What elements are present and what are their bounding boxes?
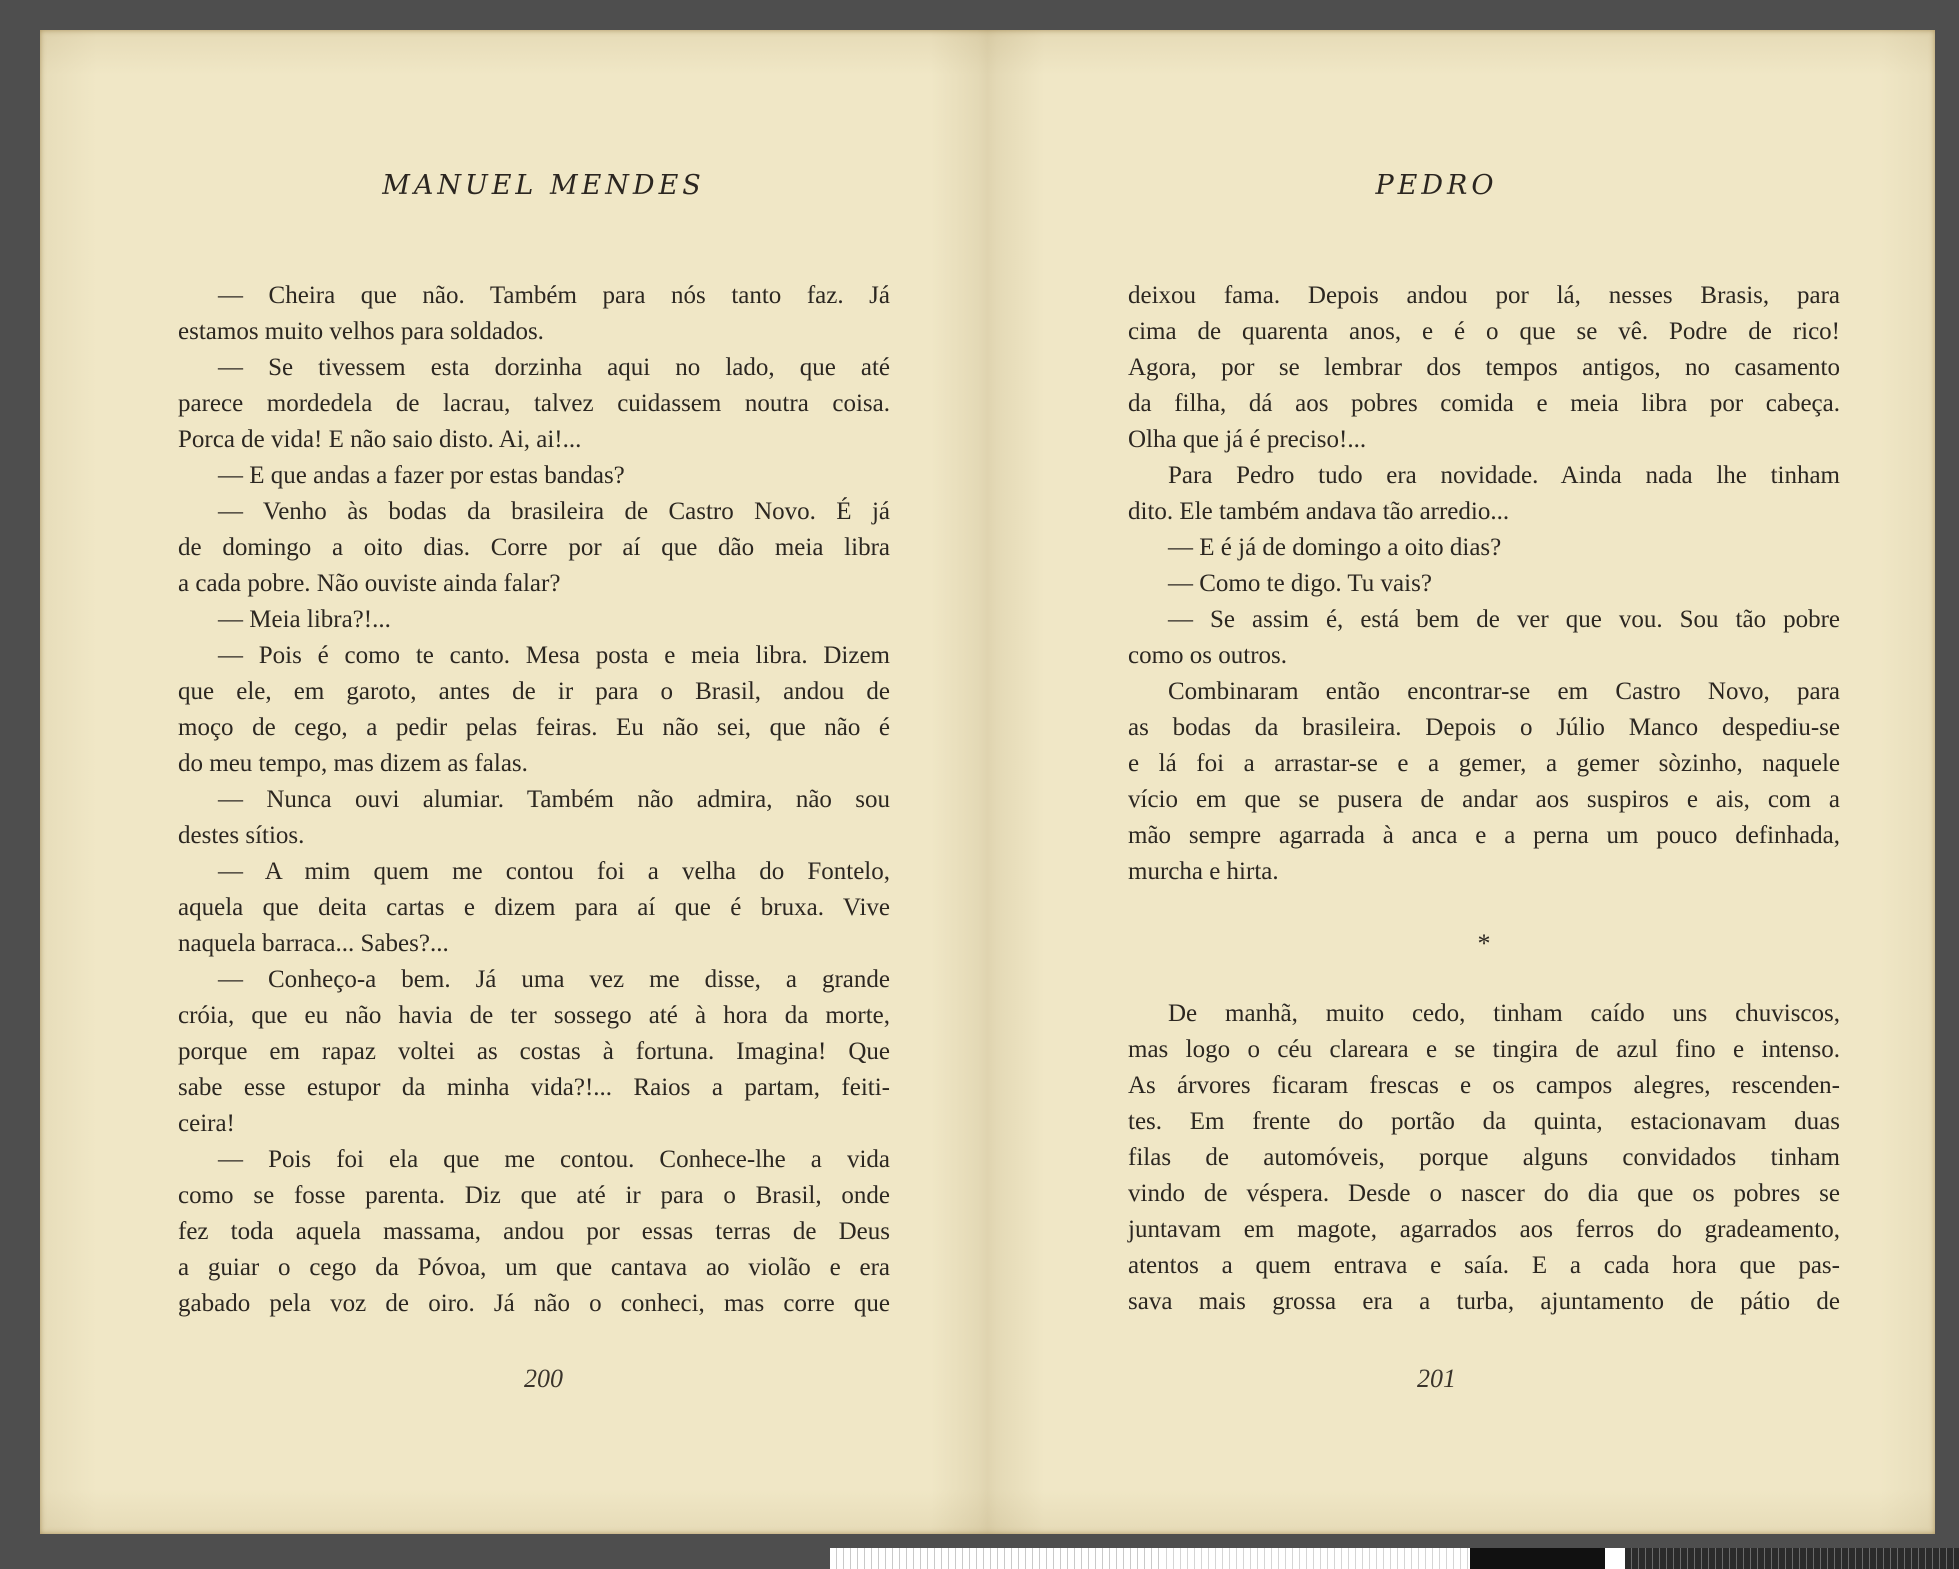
text-line: — Pois é como te canto. Mesa posta e meia libra. Dizem: [218, 642, 890, 669]
text-line: aquela que deita cartas e dizem para aí que é bruxa. Vive: [178, 894, 890, 921]
right-text-after-separator: [1128, 996, 1840, 1320]
text-line: ceira!: [178, 1110, 235, 1137]
text-line: Olha que já é preciso!...: [1128, 426, 1367, 453]
text-line: Combinaram então encontrar-se em Castro Novo, para: [1168, 678, 1840, 705]
text-line: parece mordedela de lacrau, talvez cuidassem noutra coisa.: [178, 390, 890, 417]
text-line: estamos muito velhos para soldados.: [178, 318, 544, 345]
scan-color-ruler: [830, 1548, 1959, 1569]
text-line: sabe esse estupor da minha vida?!... Raios a partam, feiti-: [178, 1074, 890, 1101]
text-line: mão sempre agarrada à anca e a perna um pouco definhada,: [1128, 822, 1840, 849]
text-line: — E que andas a fazer por estas bandas?: [218, 462, 625, 489]
text-line: porque em rapaz voltei as costas à fortuna. Imagina! Que: [178, 1038, 890, 1065]
text-line: naquela barraca... Sabes?...: [178, 930, 449, 957]
text-line: Agora, por se lembrar dos tempos antigos, no casamento: [1128, 354, 1840, 381]
text-line: juntavam em magote, agarrados aos ferros do gradeamento,: [1128, 1216, 1840, 1243]
text-line: — Meia libra?!...: [218, 606, 391, 633]
right-page-number: 201: [1417, 1364, 1456, 1393]
ruler-dark-ticks: [1625, 1548, 1959, 1569]
text-line: filas de automóveis, porque alguns convidados tinham: [1128, 1144, 1840, 1171]
text-line: — Conheço-a bem. Já uma vez me disse, a grande: [218, 966, 890, 993]
text-line: da filha, dá aos pobres comida e meia libra por cabeça.: [1128, 390, 1840, 417]
text-line: — Se assim é, está bem de ver que vou. Sou tão pobre: [1168, 606, 1840, 633]
text-line: cróia, que eu não havia de ter sossego até à hora da morte,: [178, 1002, 890, 1029]
text-line: — E é já de domingo a oito dias?: [1168, 534, 1502, 561]
section-separator: *: [1477, 929, 1491, 958]
left-page: [40, 30, 987, 1534]
right-page-text: [1128, 278, 1840, 1320]
text-line: como se fosse parenta. Diz que até ir para o Brasil, onde: [178, 1182, 890, 1209]
left-running-header: MANUEL MENDES: [382, 170, 705, 201]
text-line: atentos a quem entrava e saía. E a cada hora que pas-: [1128, 1252, 1840, 1279]
text-line: — Cheira que não. Também para nós tanto faz. Já: [218, 282, 890, 309]
text-line: a guiar o cego da Póvoa, um que cantava ao violão e era: [178, 1254, 890, 1281]
ruler-black-band: [1470, 1548, 1605, 1569]
text-line: e lá foi a arrastar-se e a gemer, a gemer sòzinho, naquele: [1128, 750, 1840, 777]
right-text-before-separator: [1128, 278, 1840, 890]
text-line: — Venho às bodas da brasileira de Castro Novo. É já: [218, 498, 890, 525]
text-line: tes. Em frente do portão da quinta, estacionavam duas: [1128, 1108, 1840, 1135]
text-line: fez toda aquela massama, andou por essas terras de Deus: [178, 1218, 890, 1245]
text-line: vício em que se pusera de andar aos suspiros e ais, com a: [1128, 786, 1840, 813]
text-line: que ele, em garoto, antes de ir para o Brasil, andou de: [178, 678, 890, 705]
text-line: vindo de véspera. Desde o nascer do dia que os pobres se: [1128, 1180, 1840, 1207]
text-line: Para Pedro tudo era novidade. Ainda nada lhe tinham: [1168, 462, 1840, 489]
text-line: sava mais grossa era a turba, ajuntamento de pátio de: [1128, 1288, 1840, 1315]
text-line: dito. Ele também andava tão arredio...: [1128, 498, 1510, 525]
ruler-light-ticks: [830, 1548, 1160, 1569]
text-line: — Se tivessem esta dorzinha aqui no lado, que até: [218, 354, 890, 381]
text-line: murcha e hirta.: [1128, 858, 1279, 885]
text-line: as bodas da brasileira. Depois o Júlio Manco despediu-se: [1128, 714, 1840, 741]
text-line: — Nunca ouvi alumiar. Também não admira, não sou: [218, 786, 890, 813]
text-line: de domingo a oito dias. Corre por aí que dão meia libra: [178, 534, 890, 561]
text-line: De manhã, muito cedo, tinham caído uns chuviscos,: [1168, 1000, 1840, 1027]
text-line: — Pois foi ela que me contou. Conhece-lhe a vida: [218, 1146, 890, 1173]
book-spread: [40, 30, 1935, 1534]
text-line: — Como te digo. Tu vais?: [1168, 570, 1432, 597]
left-page-number: 200: [524, 1364, 563, 1393]
text-line: mas logo o céu clareara e se tingira de azul fino e intenso.: [1128, 1036, 1840, 1063]
text-line: do meu tempo, mas dizem as falas.: [178, 750, 528, 777]
text-line: gabado pela voz de oiro. Já não o conheci, mas corre que: [178, 1290, 890, 1317]
text-line: — A mim quem me contou foi a velha do Fontelo,: [218, 858, 890, 885]
text-line: como os outros.: [1128, 642, 1288, 669]
text-line: As árvores ficaram frescas e os campos alegres, rescenden-: [1128, 1072, 1840, 1099]
text-line: Porca de vida! E não saio disto. Ai, ai!...: [178, 426, 582, 453]
right-page: [988, 30, 1935, 1534]
right-running-header: PEDRO: [1375, 170, 1498, 201]
text-line: destes sítios.: [178, 822, 305, 849]
text-line: cima de quarenta anos, e é o que se vê. Podre de rico!: [1128, 318, 1840, 345]
ruler-white-gap: [1605, 1548, 1625, 1569]
text-line: moço de cego, a pedir pelas feiras. Eu não sei, que não é: [178, 714, 890, 741]
ruler-mid-ticks: [1160, 1548, 1470, 1569]
text-line: a cada pobre. Não ouviste ainda falar?: [178, 570, 561, 597]
text-line: deixou fama. Depois andou por lá, nesses Brasis, para: [1128, 282, 1840, 309]
left-page-text: [178, 278, 890, 1322]
